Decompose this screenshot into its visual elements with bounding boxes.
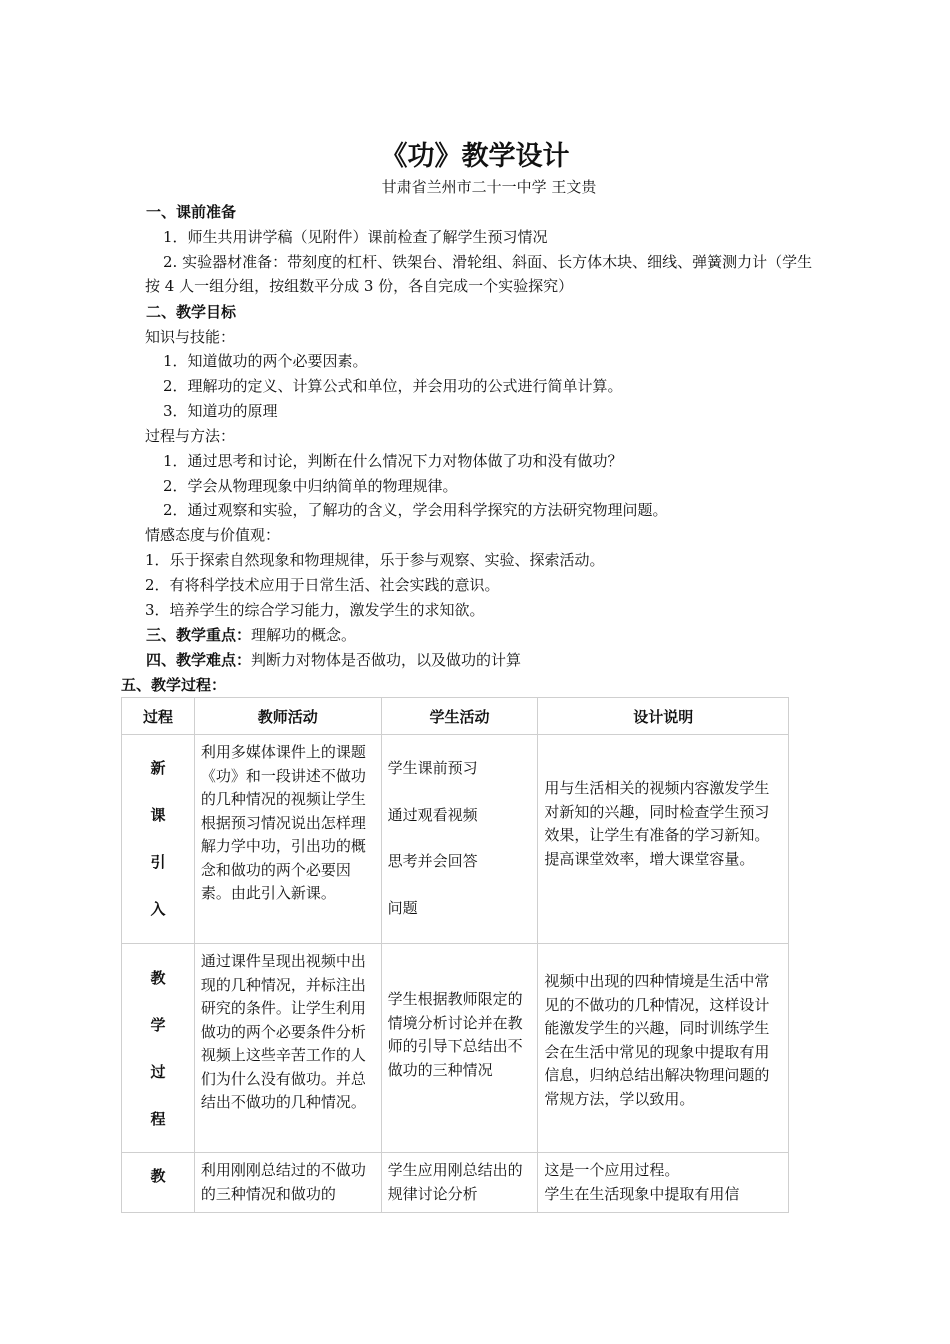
design-note-text: 视频中出现的四种情境是生活中常见的不做功的几种情况，这样设计能激发学生的兴趣，同时训练学生会在生活中常见的现象中提取有用信息，归纳总结出解决物理问题的常规方法，学以致用。 xyxy=(544,972,770,1108)
section-4-heading: 四、教学难点： xyxy=(146,651,252,669)
prep-item-1: 1．师生共用讲学稿（见附件）课前检查了解学生预习情况 xyxy=(163,228,548,246)
student-activity-line: 通过观看视频 xyxy=(387,805,478,824)
process-char: 入 xyxy=(150,900,166,918)
table-row xyxy=(122,735,789,944)
design-note-cell xyxy=(538,735,789,944)
section-4-text: 判断力对物体是否做功，以及做功的计算 xyxy=(251,651,522,669)
student-activity-line: 学生课前预习 xyxy=(387,759,478,777)
process-char: 程 xyxy=(150,1110,166,1128)
teacher-activity-text: 利用多媒体课件上的课题《功》和一段讲述不做功的几种情况的视频让学生根据预习情况说出怎样理解力学中功，引出功的概念和做功的两个必要因素。由此引入新课。 xyxy=(200,743,366,902)
teacher-activity-text: 利用刚刚总结过的不做功的三种情况和做功的 xyxy=(200,1161,366,1203)
design-note-text: 用与生活相关的视频内容激发学生对新知的兴趣，同时检查学生预习效果，让学生有准备的学习新知。提高课堂效率，增大课堂容量。 xyxy=(544,779,770,868)
process-cell xyxy=(122,1153,195,1213)
process-char: 过 xyxy=(150,1063,166,1081)
page-title: 《功》教学设计 xyxy=(380,141,570,172)
teacher-activity-text: 通过课件呈现出视频中出现的几种情况，并标注出研究的条件。让学生利用做功的两个必要条件分析视频上这些辛苦工作的人们为什么没有做功。并总结出不做功的几种情况。 xyxy=(200,952,366,1111)
process-cell xyxy=(122,944,195,1153)
header-design: 设计说明 xyxy=(538,698,789,735)
knowledge-item-1: 1．知道做功的两个必要因素。 xyxy=(163,352,368,370)
teaching-process-table xyxy=(121,697,789,1213)
design-note-cell xyxy=(538,1153,789,1213)
process-char: 新 xyxy=(150,759,166,777)
knowledge-item-2: 2．理解功的定义、计算公式和单位，并会用功的公式进行简单计算。 xyxy=(163,377,623,395)
student-activity-cell xyxy=(381,944,538,1153)
design-note-line: 这是一个应用过程。 xyxy=(544,1161,680,1179)
section-2-heading: 二、教学目标 xyxy=(146,303,237,321)
header-student: 学生活动 xyxy=(381,698,538,735)
process-cell xyxy=(122,735,195,944)
knowledge-item-3: 3．知道功的原理 xyxy=(163,402,278,420)
table-header-row xyxy=(122,698,789,735)
emotion-item-3: 3．培养学生的综合学习能力，激发学生的求知欲。 xyxy=(145,601,485,619)
section-3-text: 理解功的概念。 xyxy=(251,626,357,644)
design-note-cell xyxy=(538,944,789,1153)
author-line: 甘肃省兰州市二十一中学 王文贵 xyxy=(381,178,597,196)
section-3-heading: 三、教学重点： xyxy=(146,626,252,644)
process-char: 引 xyxy=(150,853,166,871)
table-row xyxy=(122,1153,789,1213)
header-teacher: 教师活动 xyxy=(194,698,381,735)
teacher-activity-cell xyxy=(194,735,381,944)
student-activity-text: 学生应用刚总结出的规律讨论分析 xyxy=(387,1161,523,1203)
student-activity-line: 问题 xyxy=(387,898,418,917)
prep-item-2: 2. 实验器材准备：带刻度的杠杆、铁架台、滑轮组、斜面、长方体木块、细线、弹簧测力计（学生 xyxy=(163,253,813,271)
student-activity-text: 学生根据教师限定的情境分析讨论并在教师的引导下总结出不做功的三种情况 xyxy=(387,990,523,1079)
prep-item-2-cont: 按 4 人一组分组，按组数平分成 3 份，各自完成一个实验探究） xyxy=(145,277,574,295)
emotion-item-2: 2．有将科学技术应用于日常生活、社会实践的意识。 xyxy=(145,576,500,594)
design-note-line: 学生在生活现象中提取有用信 xyxy=(544,1184,740,1203)
process-item-3: 2．通过观察和实验，了解功的含义，学会用科学探究的方法研究物理问题。 xyxy=(163,501,668,519)
student-activity-cell xyxy=(381,1153,538,1213)
process-char: 教 xyxy=(150,969,166,987)
student-activity-cell xyxy=(381,735,538,944)
emotion-heading: 情感态度与价值观： xyxy=(145,526,281,544)
process-item-2: 2．学会从物理现象中归纳简单的物理规律。 xyxy=(163,477,458,495)
student-activity-line: 思考并会回答 xyxy=(387,852,478,870)
section-4 xyxy=(146,650,521,670)
process-char: 学 xyxy=(150,1016,166,1034)
process-item-1: 1．通过思考和讨论，判断在什么情况下力对物体做了功和没有做功？ xyxy=(163,452,623,470)
section-1-heading: 一、课前准备 xyxy=(146,203,237,221)
process-char: 教 xyxy=(150,1167,166,1185)
emotion-item-1: 1．乐于探索自然现象和物理规律，乐于参与观察、实验、探索活动。 xyxy=(145,551,605,569)
header-process: 过程 xyxy=(122,698,195,735)
table-row xyxy=(122,944,789,1153)
teacher-activity-cell xyxy=(194,1153,381,1213)
section-5-heading: 五、教学过程： xyxy=(121,676,227,694)
process-char: 课 xyxy=(150,806,166,824)
process-heading: 过程与方法： xyxy=(145,427,236,445)
section-3 xyxy=(146,625,356,645)
teacher-activity-cell xyxy=(194,944,381,1153)
knowledge-heading: 知识与技能： xyxy=(145,328,236,346)
